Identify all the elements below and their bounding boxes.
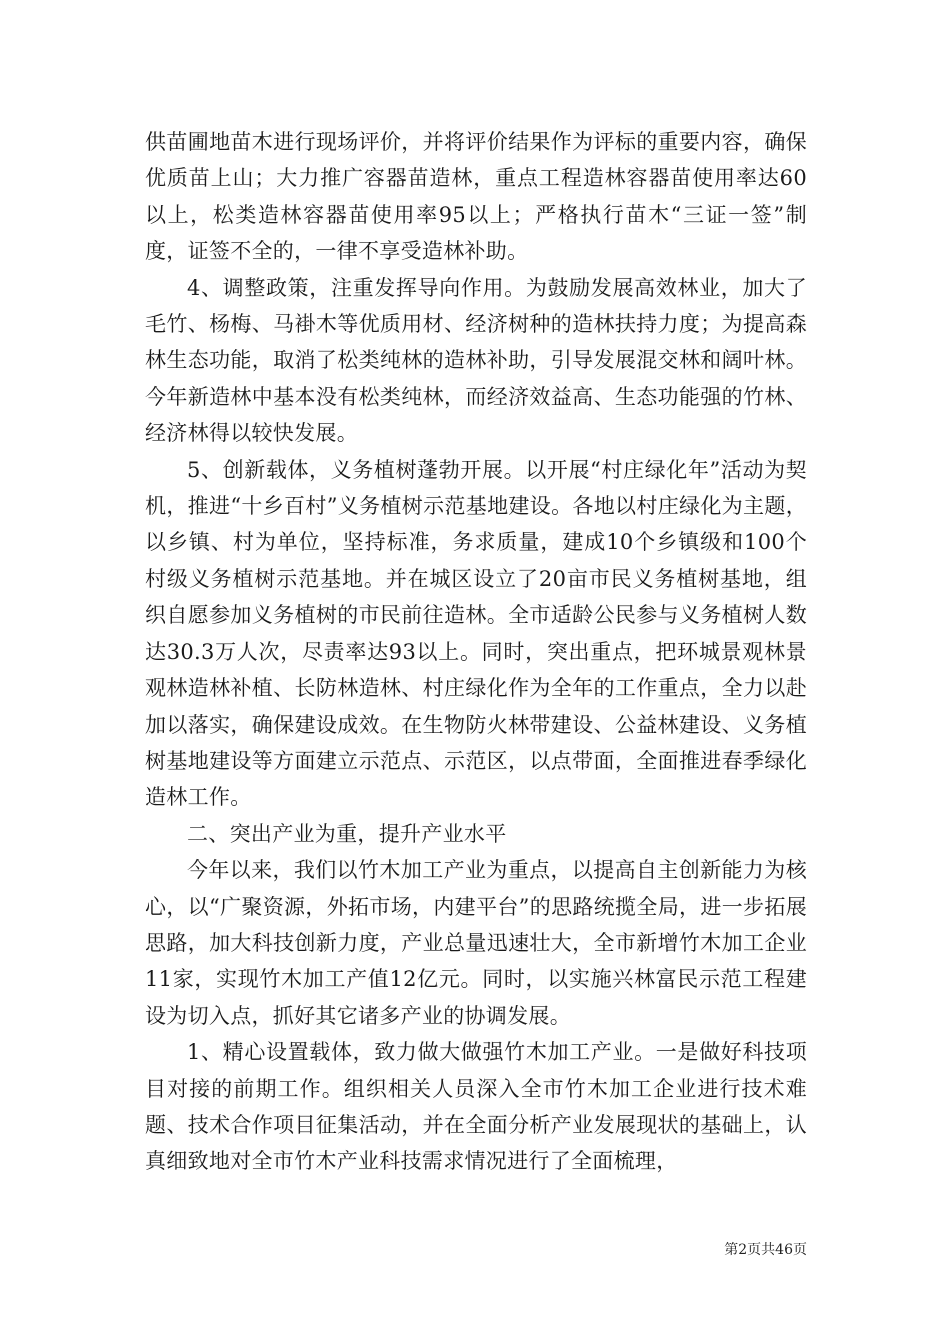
paragraph-voluntary-planting: 5、创新载体，义务植树蓬勃开展。以开展“村庄绿化年”活动为契机，推进“十乡百村”义务植树示范基地建设。各地以村庄绿化为主题，以乡镇、村为单位，坚持标准，务求质量，建成10个乡镇级和100个村级义务植树示范基地。并在城区设立了20亩市民义务植树基地，组织自愿参加义务植树的市民前往造林。全市适龄公民参与义务植树人数达30.3万人次，尽责率达93以上。同时，突出重点，把环城景观林景观林造林补植、长防林造林、村庄绿化作为全年的工作重点，全力以赴加以落实，确保建设成效。在生物防火林带建设、公益林建设、义务植树基地建设等方面建立示范点、示范区，以点带面，全面推进春季绿化造林工作。 <box>145 457 807 810</box>
paragraph-seedling-evaluation: 供苗圃地苗木进行现场评价，并将评价结果作为评标的重要内容，确保优质苗上山；大力推广容器苗造林，重点工程造林容器苗使用率达60以上，松类造林容器苗使用率95以上；严格执行苗木“三证一签”制度，证签不全的，一律不享受造林补助。 <box>145 130 807 264</box>
page-footer <box>0 1240 807 1260</box>
section-heading-industry: 二、突出产业为重，提升产业水平 <box>187 821 507 846</box>
paragraph-policy-adjustment: 4、调整政策，注重发挥导向作用。为鼓励发展高效林业，加大了毛竹、杨梅、马褂木等优质用材、经济树种的造林扶持力度；为提高森林生态功能，取消了松类纯林的造林补助，引导发展混交林和阔叶林。今年新造林中基本没有松类纯林，而经济效益高、生态功能强的竹林、经济林得以较快发展。 <box>145 275 807 446</box>
page-number-label: 第2页共46页 <box>724 1242 807 1258</box>
paragraph-industry-overview: 今年以来，我们以竹木加工产业为重点，以提高自主创新能力为核心，以“广聚资源，外拓市场，内建平台”的思路统揽全局，进一步拓展思路，加大科技创新力度，产业总量迅速壮大，全市新增竹木加工企业11家，实现竹木加工产值12亿元。同时，以实施兴林富民示范工程建设为切入点，抓好其它诸多产业的协调发展。 <box>145 858 807 1028</box>
document-body <box>145 124 807 1180</box>
paragraph-bamboo-processing: 1、精心设置载体，致力做大做强竹木加工产业。一是做好科技项目对接的前期工作。组织相关人员深入全市竹木加工企业进行技术难题、技术合作项目征集活动，并在全面分析产业发展现状的基础上，认真细致地对全市竹木产业科技需求情况进行了全面梳理， <box>145 1040 807 1174</box>
